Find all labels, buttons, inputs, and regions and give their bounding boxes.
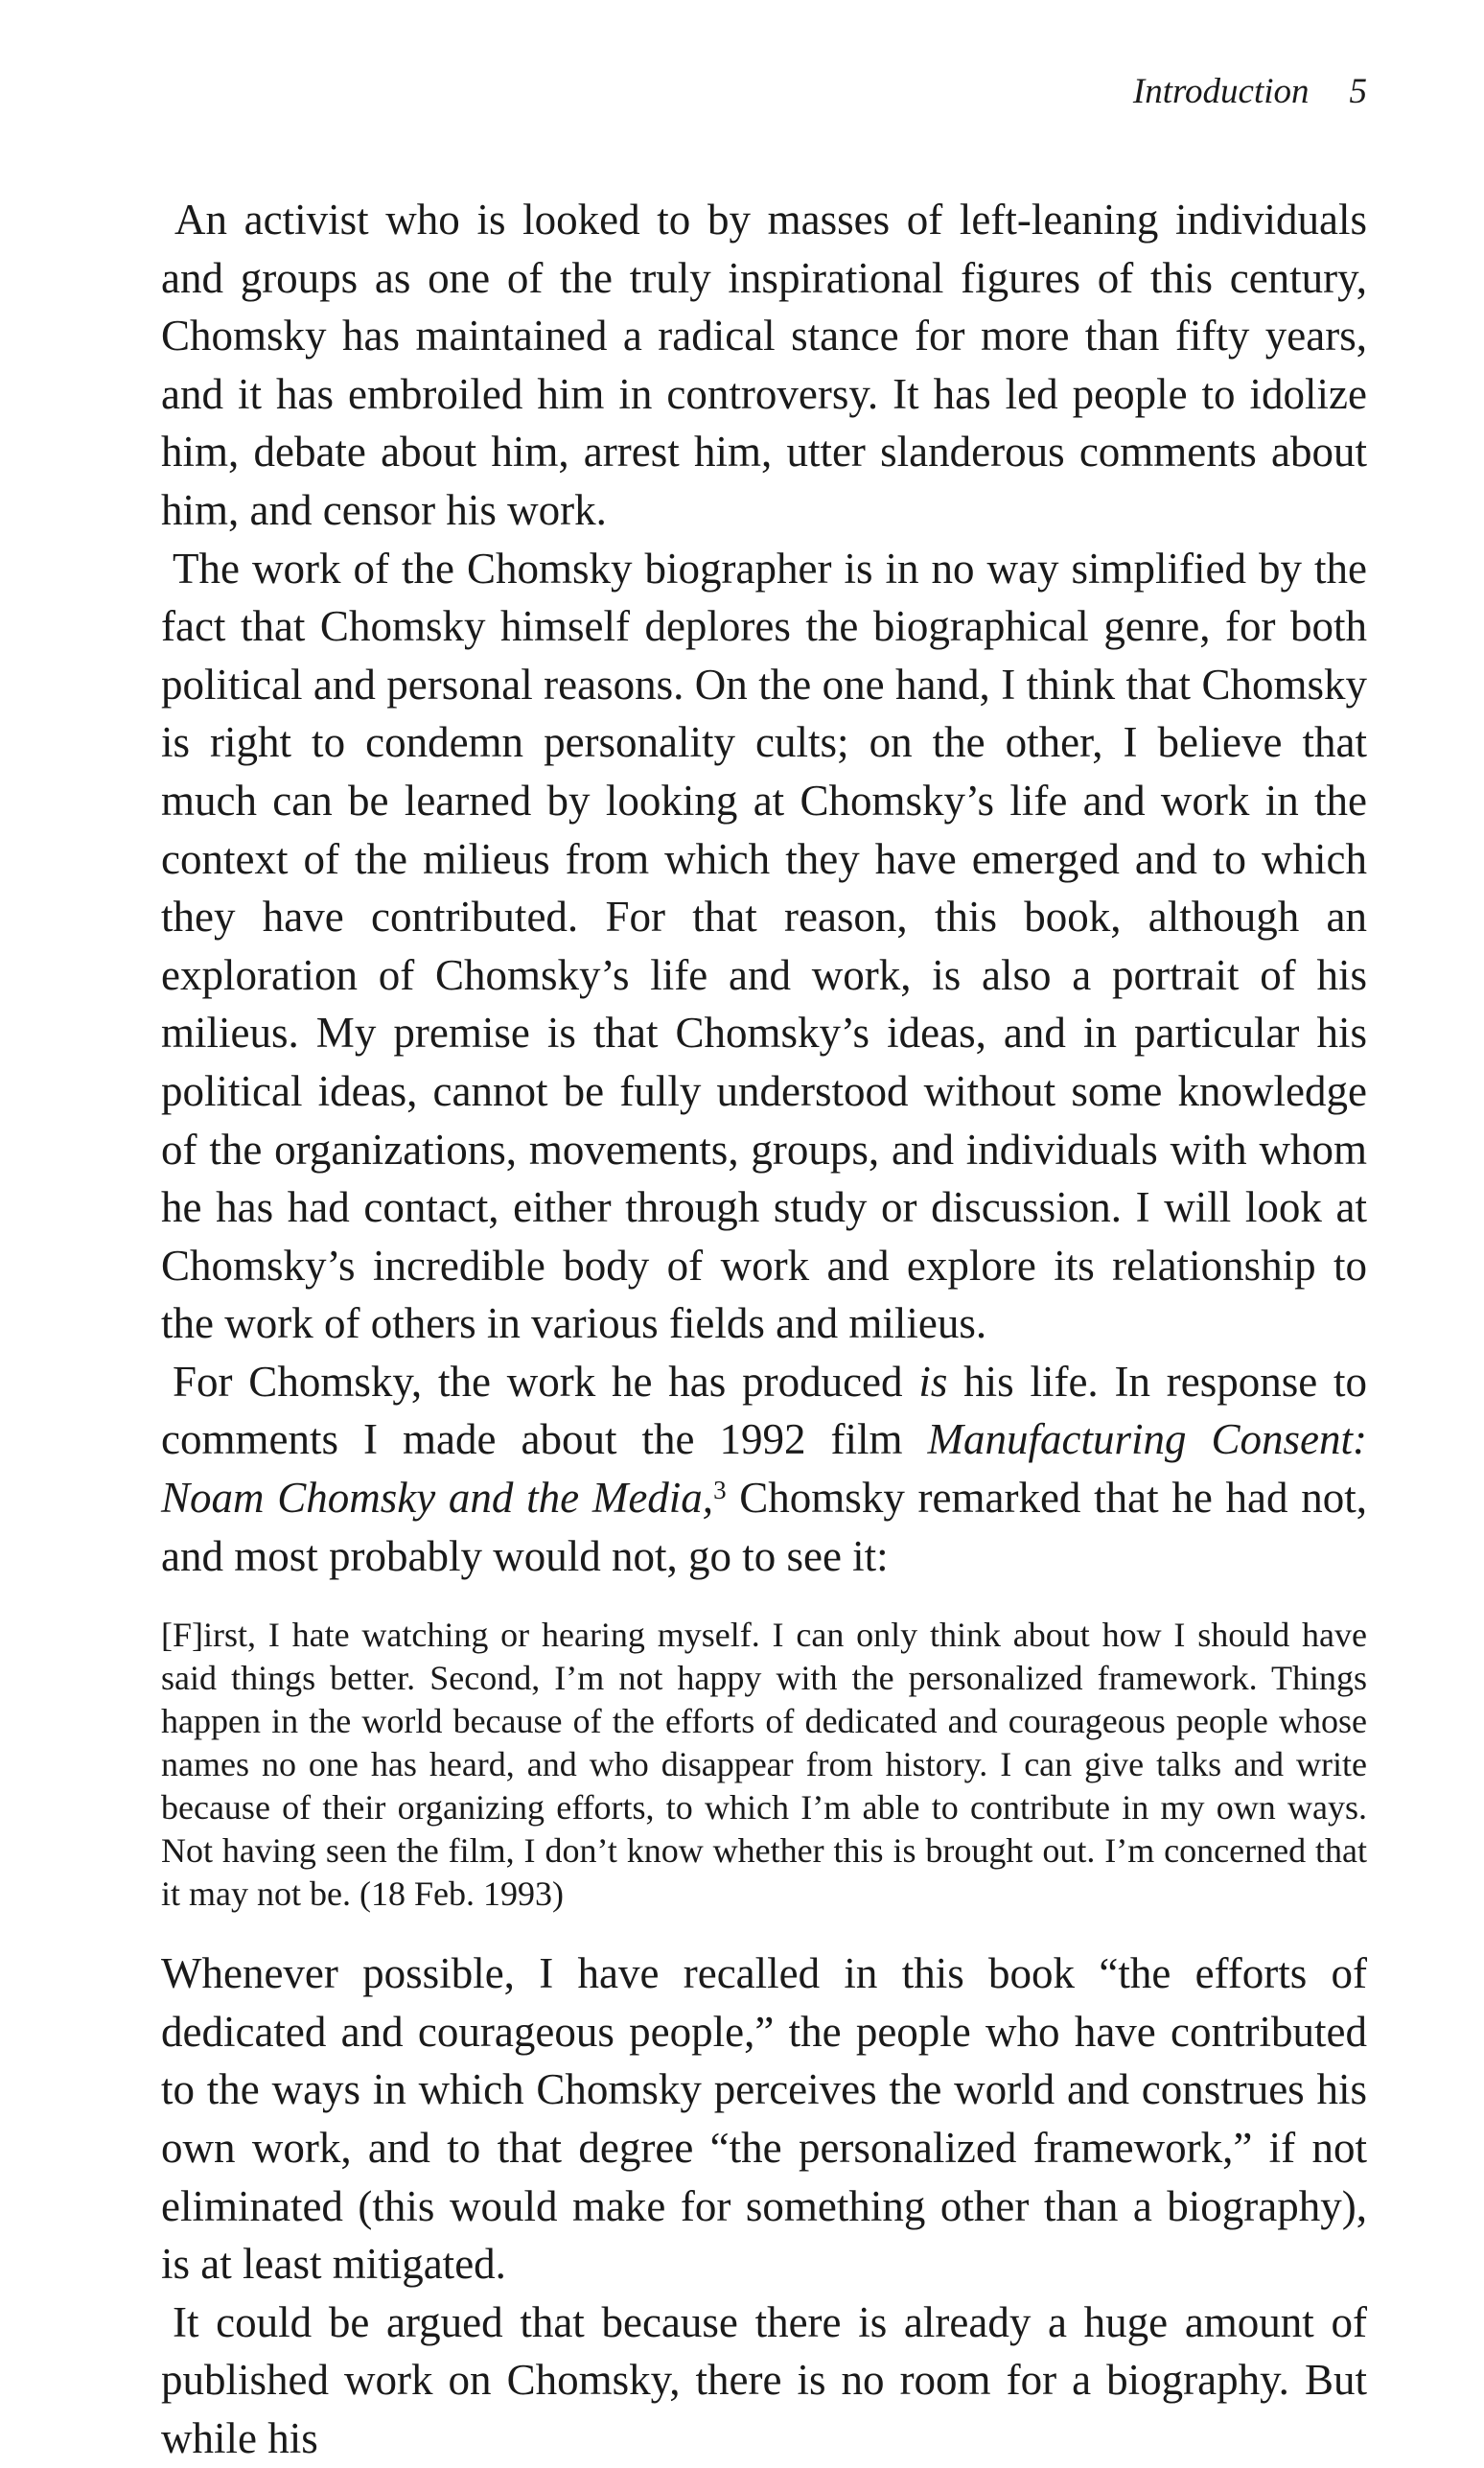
paragraph-3-text-c: Chomsky remarked that he had not, and most probably would not, go to see it:	[161, 1474, 1367, 1580]
page-number: 5	[1349, 72, 1367, 111]
paragraph-3-text-b: his life. In response to comments I made about the 1992 film	[161, 1357, 1368, 1464]
footnote-ref: 3	[713, 1476, 727, 1505]
paragraph-3-text-a: For Chomsky, the work he has produced	[173, 1357, 919, 1406]
paragraph-5: It could be argued that because there is already a huge amount of published work on Chomsky, there is no room for a biography. But while his	[161, 2297, 1367, 2462]
body-text	[161, 191, 1367, 2468]
block-quote: [F]irst, I hate watching or hearing myself. I can only think about how I should have said things better. Second, I’m not happy with the personalized framework. Things happen in the world because of the efforts of dedicated and courageous people whose names no one has heard, and who disappear from history. I can give talks and write because of their organizing efforts, to which I’m able to contribute in my own ways. Not having seen the film, I don’t know whether this is brought out. I’m concerned that it may not be. (18 Feb. 1993)	[161, 1616, 1367, 1914]
running-head	[1133, 67, 1367, 117]
film-title: Manufacturing Consent: Noam Chomsky and the Media,	[161, 1415, 1368, 1523]
paragraph-3	[161, 1353, 1367, 1585]
paragraph-1: An activist who is looked to by masses of left-leaning individuals and groups as one of the truly inspirational figures of this century, Chomsky has maintained a radical stance for more than fifty years, and it has embroiled him in controversy. It has led people to idolize him, debate about him, arrest him, utter slanderous comments about him, and censor his work.	[161, 196, 1367, 534]
emphasis-is: is	[918, 1357, 948, 1406]
paragraph-2: The work of the Chomsky biographer is in no way simplified by the fact that Chomsky himself deplores the biographical genre, for both political and personal reasons. On the one hand, I think that Chomsky is right to condemn personality cults; on the other, I believe that much can be learned by looking at Chomsky’s life and work in the context of the milieus from which they have emerged and to which they have contributed. For that reason, this book, although an exploration of Chomsky’s life and work, is also a portrait of his milieus. My premise is that Chomsky’s ideas, and in particular his political ideas, cannot be fully understood without some knowledge of the organizations, movements, groups, and individuals with whom he has had contact, either through study or discussion. I will look at Chomsky’s incredible body of work and explore its relationship to the work of others in various fields and milieus.	[161, 544, 1367, 1348]
running-title: Introduction	[1132, 72, 1310, 111]
paragraph-4: Whenever possible, I have recalled in this book “the efforts of dedicated and courageous people,” the people who have contributed to the ways in which Chomsky perceives the world and construes his own work, and to that degree “the personalized framework,” if not eliminated (this would make for something other than a biography), is at least mitigated.	[161, 1949, 1367, 2289]
